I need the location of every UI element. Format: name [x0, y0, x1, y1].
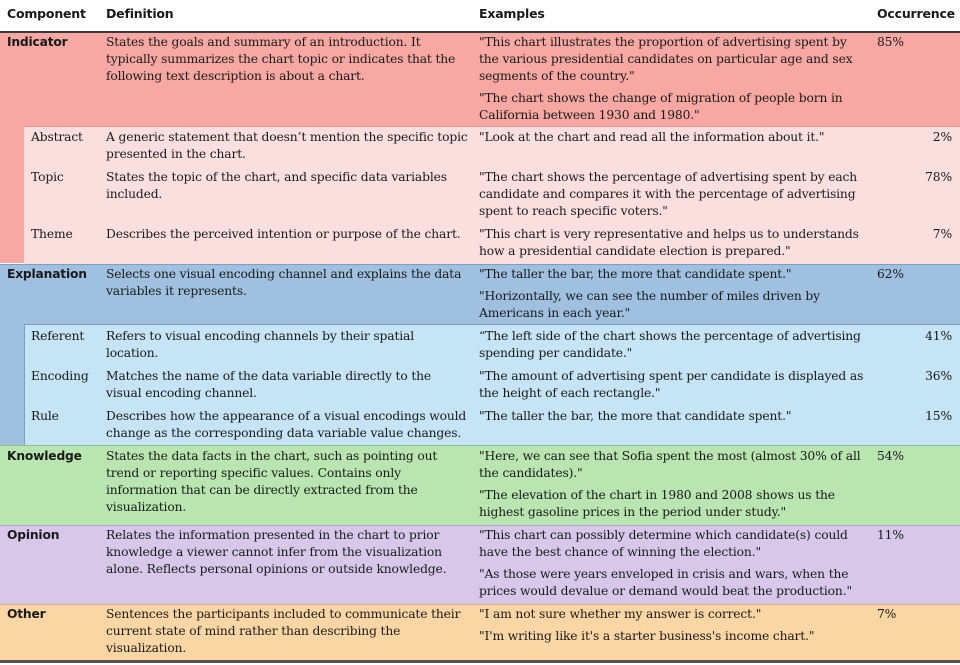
occ-theme: 7% [932, 227, 952, 241]
occ-abstract: 2% [932, 130, 952, 144]
occ-explanation: 62% [877, 267, 904, 281]
example-indicator-1: "This chart illustrates the proportion of advertising spent by the various presidential candidates on particular age and sex segments of the country." [479, 35, 853, 83]
header-component: Component [7, 6, 86, 21]
table-bottom-rule [0, 660, 960, 663]
example-opinion-1: "This chart can possibly determine which candidate(s) could have the best chance of winning the election." [479, 528, 848, 559]
row-name-knowledge: Knowledge [7, 449, 82, 463]
example-other-1: "I am not sure whether my answer is correct." [479, 607, 762, 621]
occ-topic: 78% [925, 170, 952, 184]
occ-encoding: 36% [925, 369, 952, 383]
example-explanation-2: "Horizontally, we can see the number of miles driven by Americans in each year." [479, 289, 820, 320]
example-knowledge-1: "Here, we can see that Sofia spent the most (almost 30% of all the candidates)." [479, 449, 861, 480]
row-name-rule: Rule [31, 409, 59, 423]
row-name-referent: Referent [31, 329, 85, 343]
example-rule: "The taller the bar, the more that candidate spent." [479, 409, 792, 423]
occ-opinion: 11% [877, 528, 904, 542]
row-name-indicator: Indicator [7, 35, 68, 49]
row-name-explanation: Explanation [7, 267, 87, 281]
def-explanation: Selects one visual encoding channel and explains the data variables it represents. [106, 267, 462, 298]
def-abstract: A generic statement that doesn’t mention the specific topic presented in the chart. [106, 130, 468, 161]
example-indicator-2: "The chart shows the change of migration of people born in California between 1930 and 1980." [479, 91, 843, 122]
row-name-topic: Topic [31, 170, 64, 184]
example-abstract: "Look at the chart and read all the information about it." [479, 130, 825, 144]
occ-rule: 15% [925, 409, 952, 423]
def-rule: Describes how the appearance of a visual encodings would change as the corresponding data variable value changes. [106, 409, 467, 440]
occ-indicator: 85% [877, 35, 904, 49]
example-knowledge-2: "The elevation of the chart in 1980 and 2008 shows us the highest gasoline prices in the period under study." [479, 488, 835, 519]
header-examples: Examples [479, 6, 545, 21]
examples-opinion [479, 527, 864, 600]
def-referent: Refers to visual encoding channels by their spatial location. [106, 329, 414, 360]
row-name-abstract: Abstract [31, 130, 83, 144]
examples-other [479, 606, 864, 645]
row-name-other: Other [7, 607, 46, 621]
occ-knowledge: 54% [877, 449, 904, 463]
occ-referent: 41% [925, 329, 952, 343]
example-explanation-1: "The taller the bar, the more that candidate spent." [479, 267, 792, 281]
examples-knowledge [479, 448, 864, 521]
row-name-opinion: Opinion [7, 528, 60, 542]
examples-indicator [479, 34, 864, 124]
examples-explanation [479, 266, 864, 322]
example-opinion-2: "As those were years enveloped in crisis and wars, when the prices would devalue or demand would beat the production." [479, 567, 852, 598]
example-topic: "The chart shows the percentage of advertising spent by each candidate and compares it with the percentage of advertising spent to reach specific voters." [479, 170, 858, 218]
def-indicator: States the goals and summary of an introduction. It typically summarizes the chart topic or indicates that the following text description is about a chart. [106, 35, 456, 83]
table-header [0, 0, 960, 33]
example-other-2: "I'm writing like it's a starter business's income chart." [479, 629, 815, 643]
example-encoding: "The amount of advertising spent per candidate is displayed as the height of each rectangle." [479, 369, 864, 400]
row-name-theme: Theme [31, 227, 73, 241]
header-definition: Definition [106, 6, 174, 21]
header-occurrence: Occurrence [877, 6, 955, 21]
def-opinion: Relates the information presented in the chart to prior knowledge a viewer cannot infer from the visualization alone. Reflects personal opinions or outside knowledge. [106, 528, 447, 576]
example-theme: "This chart is very representative and helps us to understands how a presidential candidate election is prepared." [479, 227, 859, 258]
occ-other: 7% [877, 607, 897, 621]
def-knowledge: States the data facts in the chart, such as pointing out trend or reporting specific values. Contains only information that can be directly extracted from the visualization. [106, 449, 438, 514]
def-other: Sentences the participants included to communicate their current state of mind rather than describing the visualization. [106, 607, 461, 655]
def-topic: States the topic of the chart, and specific data variables included. [106, 170, 447, 201]
example-referent: “The left side of the chart shows the percentage of advertising spending per candidate." [479, 329, 861, 360]
def-theme: Describes the perceived intention or purpose of the chart. [106, 227, 461, 241]
row-name-encoding: Encoding [31, 369, 89, 383]
def-encoding: Matches the name of the data variable directly to the visual encoding channel. [106, 369, 432, 400]
